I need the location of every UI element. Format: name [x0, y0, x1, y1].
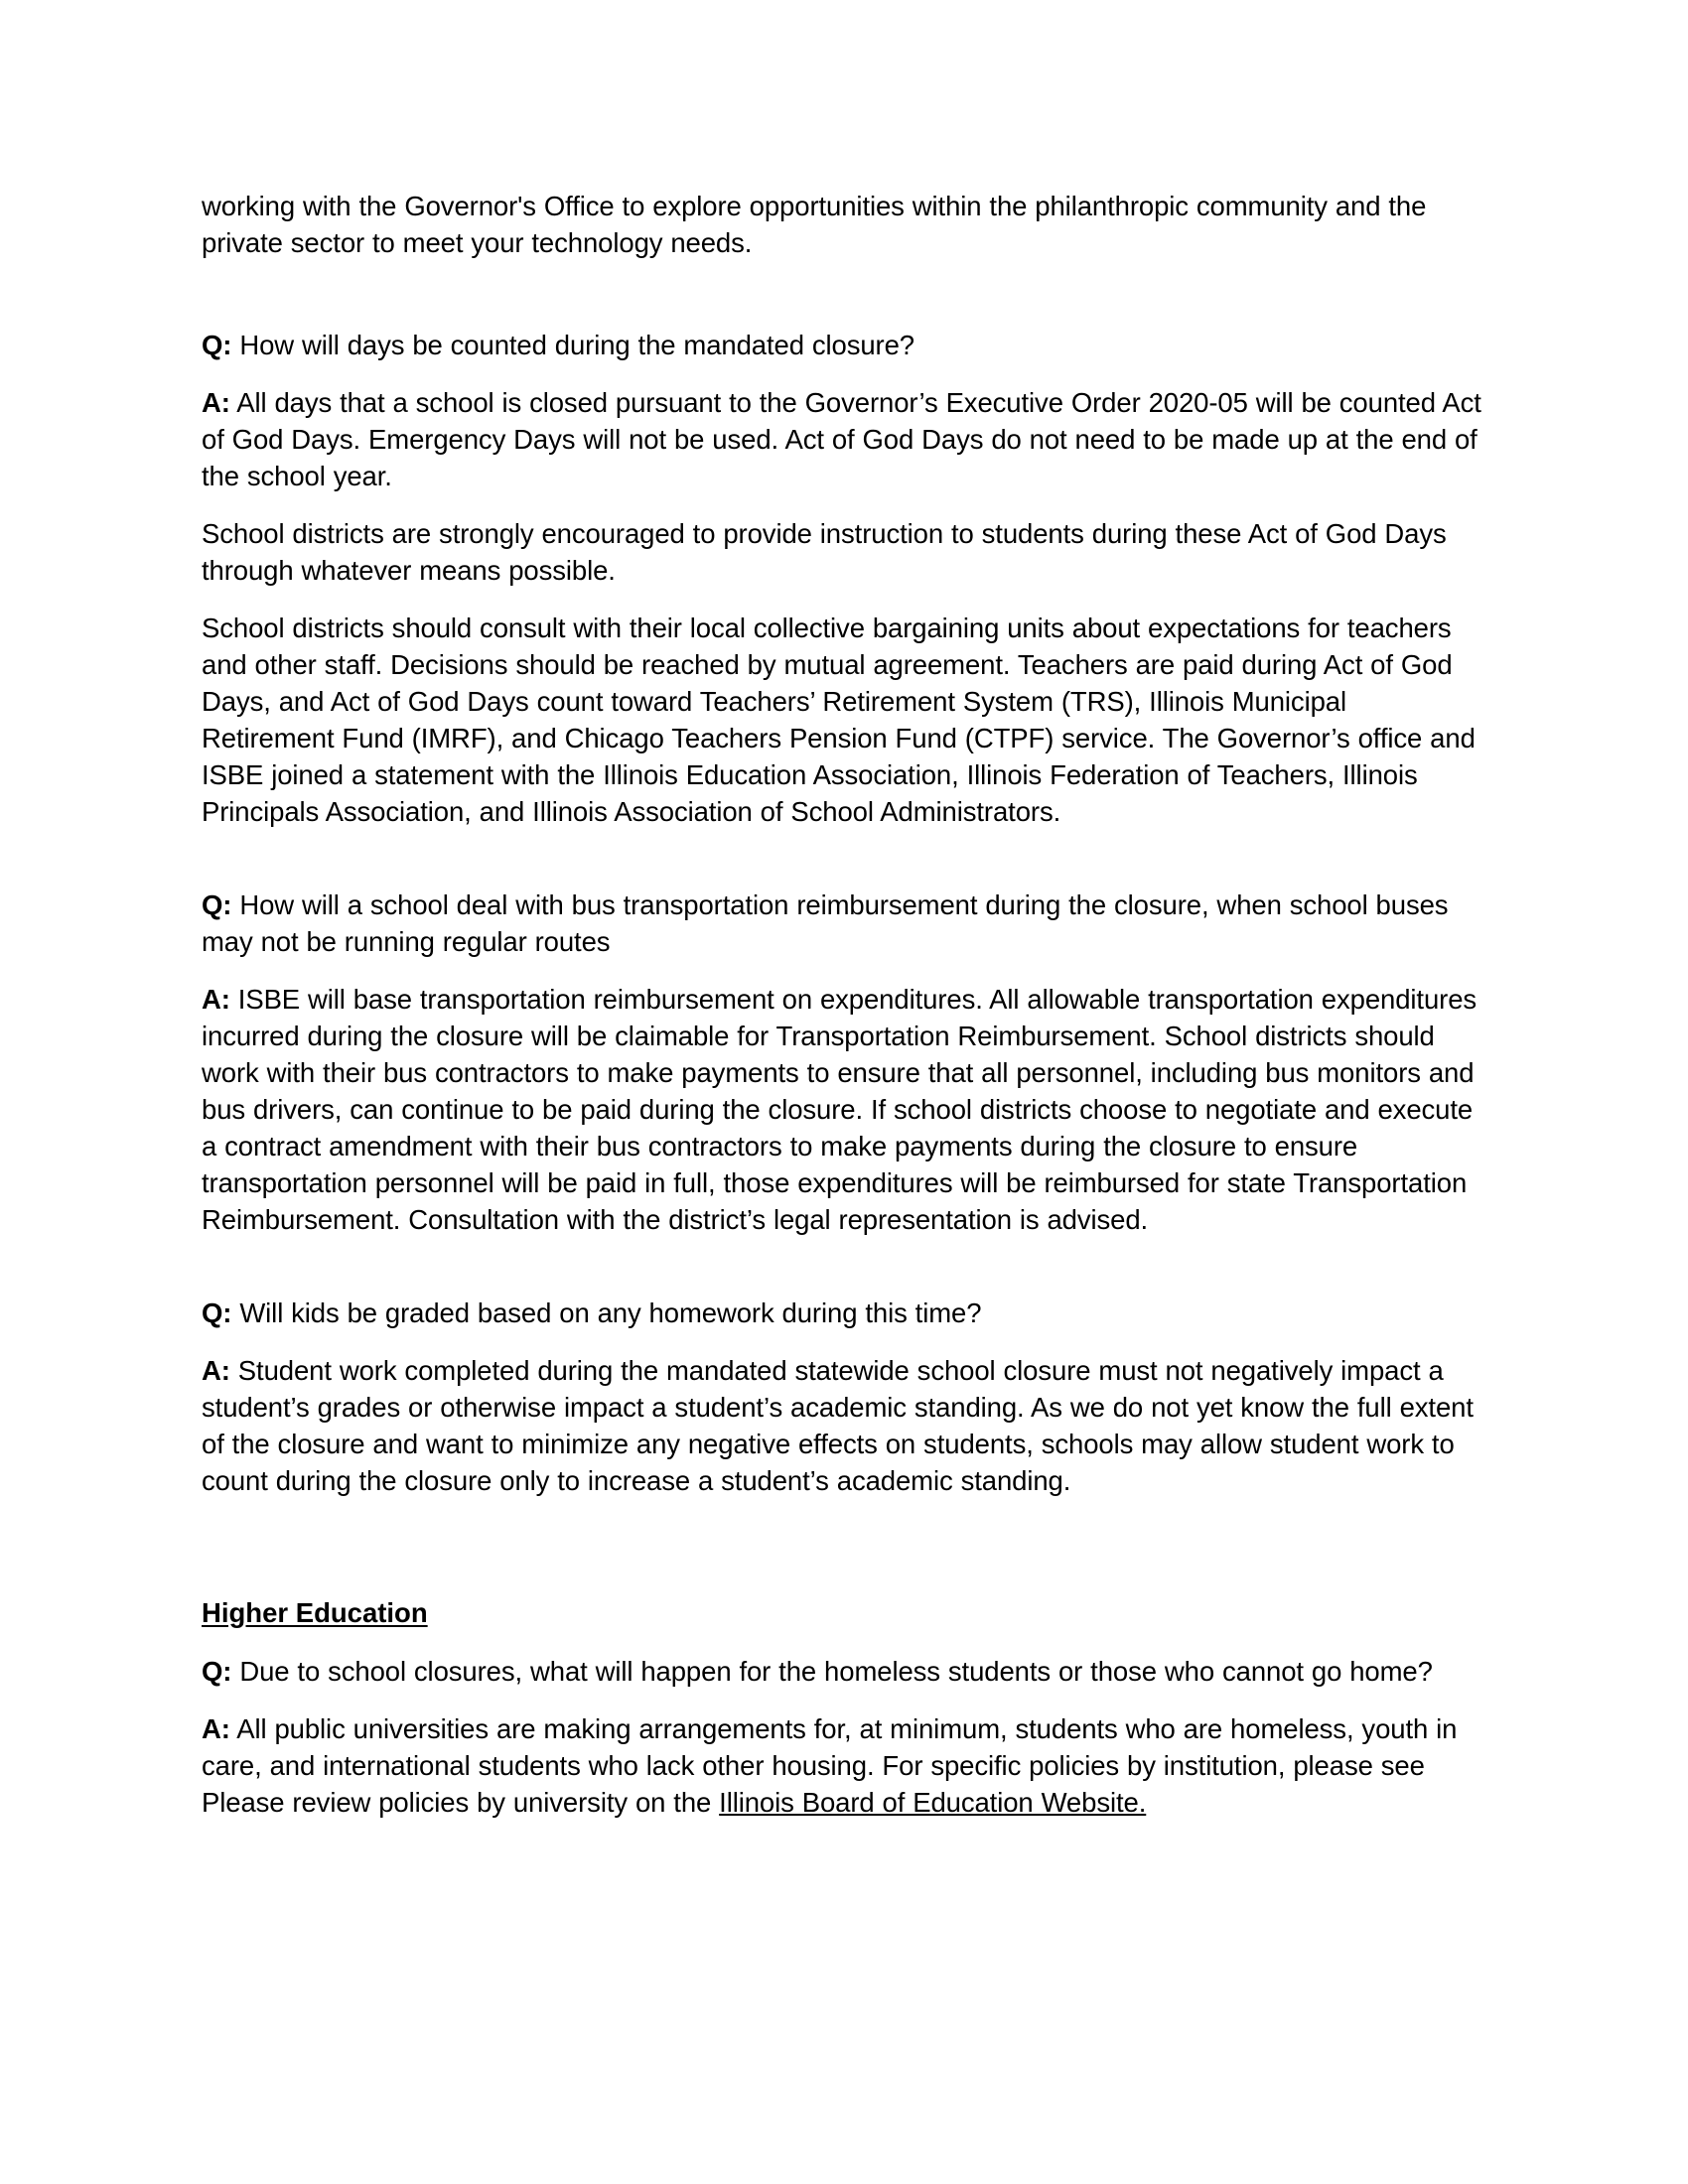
section-heading-higher-education: Higher Education [202, 1596, 428, 1628]
document-body [202, 189, 1482, 1842]
answer-text-3: Student work completed during the mandated statewide school closure must not negatively impact a student’s grades or otherwise impact a student’s academic standing. As we do not yet know the full extent of the closure and want to minimize any negative effects on students, schools may allow student work to count during the closure only to increase a student’s academic standing. [202, 1354, 1474, 1496]
question-text-3: Will kids be graded based on any homework during this time? [239, 1297, 982, 1328]
question-label-4: Q: [202, 1655, 232, 1687]
answer-paragraph-3 [202, 1353, 1482, 1500]
answer-paragraph-1b: School districts are strongly encouraged to provide instruction to students during these Act of God Days through whatever means possible. [202, 517, 1447, 586]
answer-paragraph-1c: School districts should consult with their local collective bargaining units about expectations for teachers and other staff. Decisions should be reached by mutual agreement. Teachers are paid during Act of God Days, and Act of God Days count toward Teachers’ Retirement System (TRS), Illinois Municipal Retirement Fund (IMRF), and Chicago Teachers Pension Fund (CTPF) service. The Governor’s office and ISBE joined a statement with the Illinois Education Association, Illinois Federation of Teachers, Illinois Principals Association, and Illinois Association of School Administrators. [202, 612, 1476, 827]
illinois-board-of-education-website-link[interactable]: Illinois Board of Education Website. [719, 1786, 1147, 1818]
question-label-2: Q: [202, 888, 232, 920]
answer-paragraph-1 [202, 385, 1482, 495]
question-text-2: How will a school deal with bus transportation reimbursement during the closure, when school buses may not be running regular routes [202, 888, 1449, 957]
continued-paragraph: working with the Governor's Office to explore opportunities within the philanthropic community and the private sector to meet your technology needs. [202, 191, 1427, 258]
question-paragraph-4 [202, 1654, 1482, 1691]
question-paragraph-1 [202, 328, 1482, 364]
question-label-1: Q: [202, 329, 232, 360]
question-text-4: Due to school closures, what will happen for the homeless students or those who cannot go home? [239, 1655, 1433, 1687]
answer-label-2: A: [202, 983, 230, 1015]
question-paragraph-3 [202, 1296, 1482, 1332]
answer-label-4: A: [202, 1712, 230, 1744]
answer-text-2: ISBE will base transportation reimbursement on expenditures. All allowable transportation expenditures incurred during the closure will be claimable for Transportation Reimbursement. School districts should work with their bus contractors to make payments to ensure that all personnel, including bus monitors and bus drivers, can continue to be paid during the closure. If school districts choose to negotiate and execute a contract amendment with their bus contractors to make payments during the closure to ensure transportation personnel will be paid in full, those expenditures will be reimbursed for state Transportation Reimbursement. Consultation with the district’s legal representation is advised. [202, 983, 1477, 1235]
answer-paragraph-4 [202, 1711, 1482, 1822]
answer-label-1: A: [202, 386, 230, 418]
answer-paragraph-2 [202, 982, 1482, 1239]
answer-text-4: All public universities are making arrangements for, at minimum, students who are homeless, youth in care, and international students who lack other housing. For specific policies by institution, please see Please review policies by university on the [202, 1712, 1458, 1818]
question-paragraph-2 [202, 887, 1482, 961]
answer-label-3: A: [202, 1354, 230, 1386]
question-label-3: Q: [202, 1297, 232, 1328]
question-text-1: How will days be counted during the mandated closure? [239, 329, 915, 360]
answer-text-1: All days that a school is closed pursuant to the Governor’s Executive Order 2020-05 will be counted Act of God Days. Emergency Days will not be used. Act of God Days do not need to be made up at the end of the school year. [202, 386, 1481, 491]
